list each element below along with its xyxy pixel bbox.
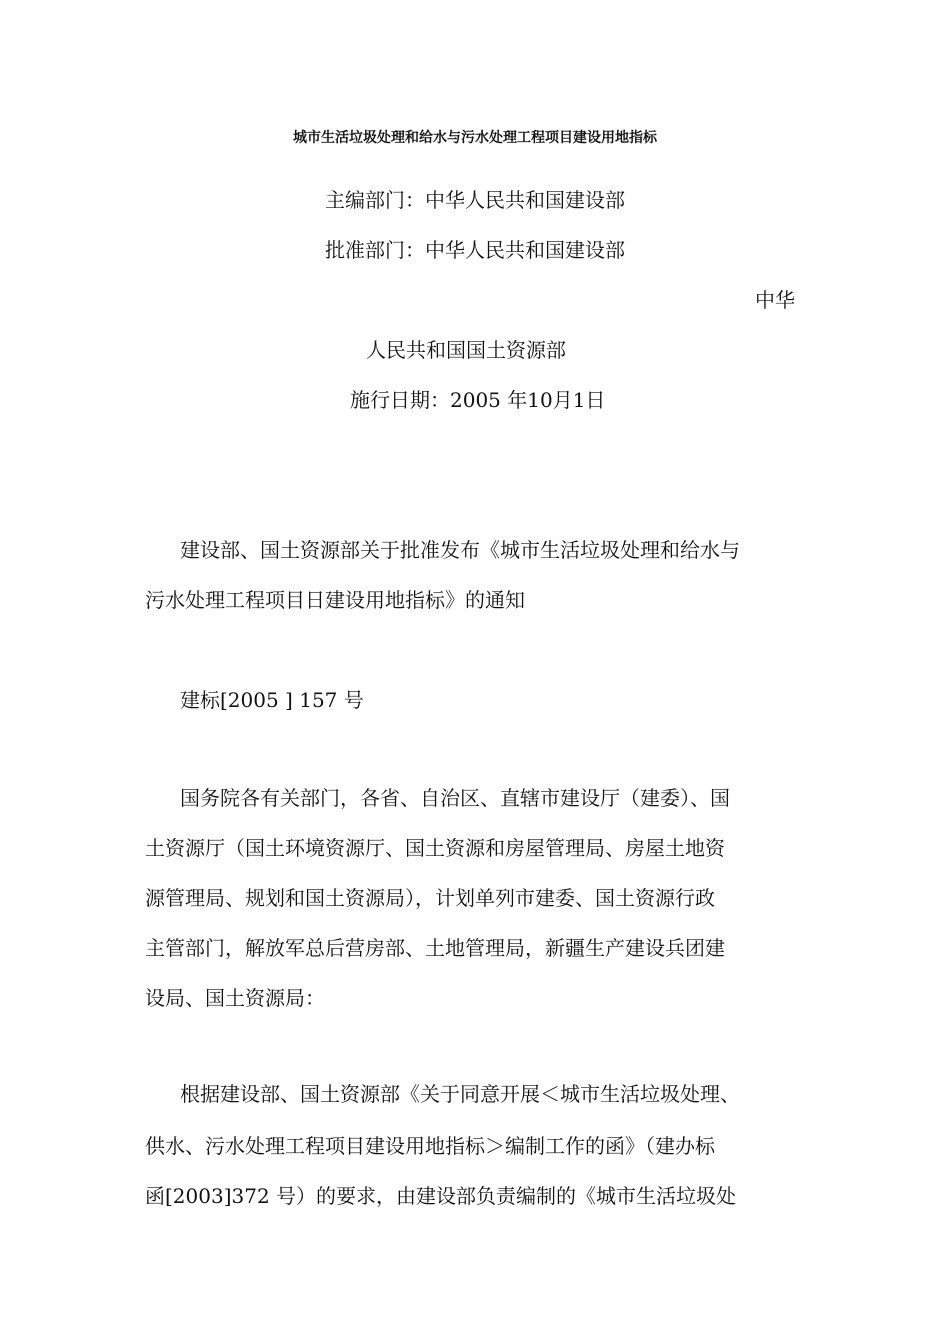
document-number: 建标[2005 ] 157 号 xyxy=(180,688,364,712)
paragraph-line: 国务院各有关部门，各省、自治区、直辖市建设厅（建委）、国 xyxy=(180,786,730,810)
paragraph-line: 源管理局、规划和国土资源局），计划单列市建委、国土资源行政 xyxy=(145,886,715,910)
approver-department: 批准部门：中华人民共和国建设部 xyxy=(325,238,625,262)
paragraph-line: 主管部门，解放军总后营房部、土地管理局，新疆生产建设兵团建 xyxy=(145,936,725,960)
approver-department-continued-2: 人民共和国国土资源部 xyxy=(366,338,566,362)
editor-department: 主编部门：中华人民共和国建设部 xyxy=(325,188,625,212)
notice-title-line: 污水处理工程项目日建设用地指标》的通知 xyxy=(145,588,525,612)
paragraph-line: 设局、国土资源局： xyxy=(145,986,325,1010)
paragraph-line: 土资源厅（国土环境资源厅、国土资源和房屋管理局、房屋土地资 xyxy=(145,836,725,860)
notice-title-line: 建设部、国土资源部关于批准发布《城市生活垃圾处理和给水与 xyxy=(180,538,740,562)
paragraph-line: 供水、污水处理工程项目建设用地指标＞编制工作的函》（建办标 xyxy=(145,1134,715,1158)
approver-department-continued: 中华 xyxy=(755,288,795,312)
effective-date: 施行日期：2005 年10月1日 xyxy=(350,388,606,412)
paragraph-line: 函[2003]372 号）的要求，由建设部负责编制的《城市生活垃圾处 xyxy=(145,1184,737,1208)
document-title: 城市生活垃圾处理和给水与污水处理工程项目建设用地指标 xyxy=(293,130,657,146)
paragraph-line: 根据建设部、国土资源部《关于同意开展＜城市生活垃圾处理、 xyxy=(180,1082,740,1106)
